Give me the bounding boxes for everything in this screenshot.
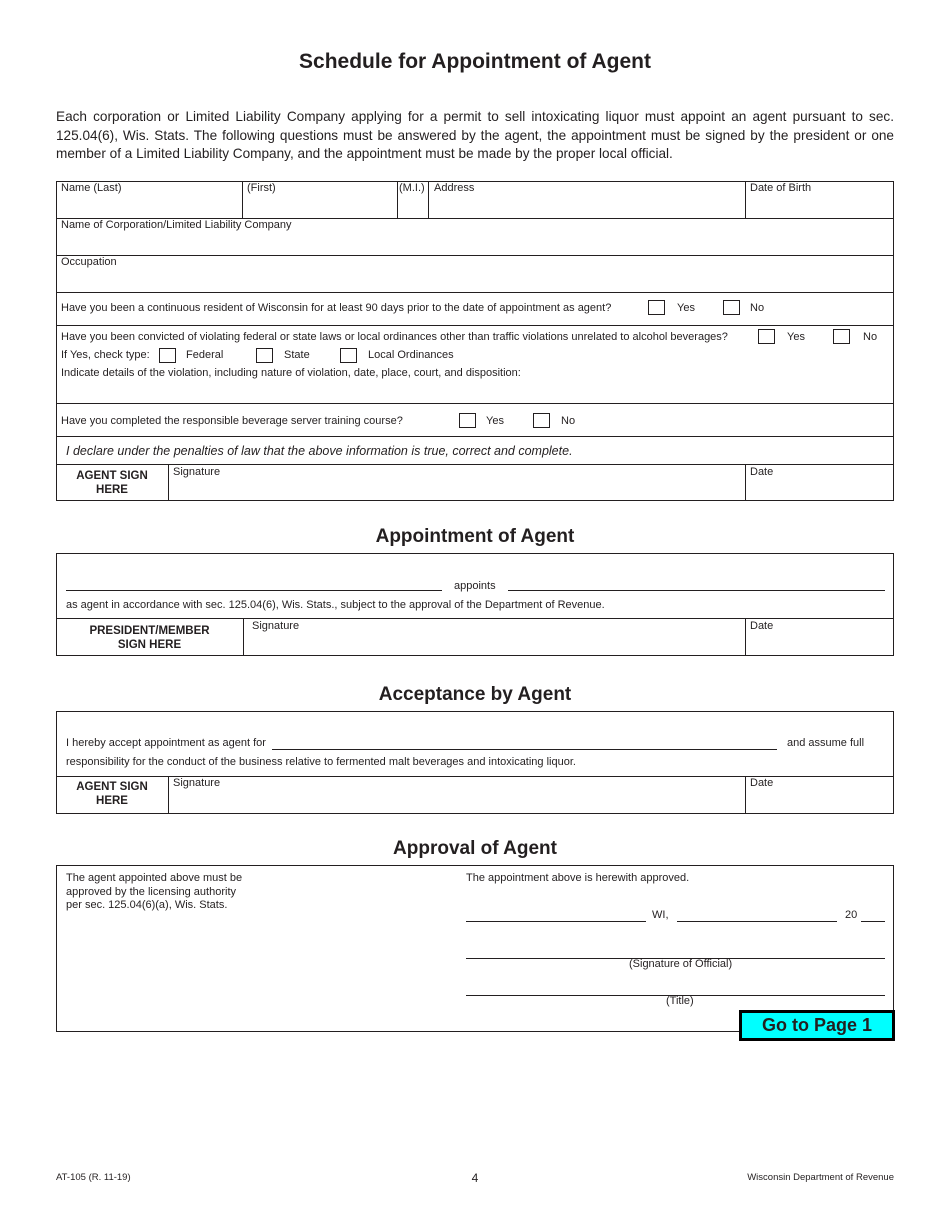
agent-sign-here-label: AGENT SIGN HERE [76, 470, 148, 496]
training-no-checkbox[interactable] [533, 413, 550, 428]
violation-details-field[interactable]: Indicate details of the violation, including nature of violation, date, place, court, and disposition: [61, 367, 521, 379]
training-yes-label: Yes [486, 415, 504, 427]
acceptance-agent-sign-here-label: AGENT SIGN HERE [76, 781, 148, 807]
agent-signature-field[interactable]: Signature [173, 466, 221, 478]
federal-checkbox[interactable] [159, 348, 176, 363]
wi-label: WI, [652, 909, 669, 921]
year-label: 20 [845, 909, 858, 921]
page-number: 4 [471, 1171, 479, 1185]
approval-note: The agent appointed above must be approved by the licensing authority per sec. 125.04(6)(a), Wis. Stats. [66, 872, 243, 911]
local-ordinances-checkbox[interactable] [340, 348, 357, 363]
name-last-field[interactable]: Name (Last) [61, 182, 122, 194]
resident-no-checkbox[interactable] [723, 300, 740, 315]
date-of-birth-field[interactable]: Date of Birth [750, 182, 812, 194]
address-field[interactable]: Address [434, 182, 475, 194]
federal-label: Federal [186, 349, 224, 361]
approved-text: The appointment above is herewith approved. [466, 872, 690, 884]
acceptance-signature-field[interactable]: Signature [173, 777, 221, 789]
signature-of-official-label: (Signature of Official) [629, 958, 733, 970]
agent-date-field[interactable]: Date [750, 466, 774, 478]
resident-question: Have you been a continuous resident of Wisconsin for at least 90 days prior to the date of appointment as agent? [61, 302, 612, 314]
convicted-no-checkbox[interactable] [833, 329, 850, 344]
resident-yes-checkbox[interactable] [648, 300, 665, 315]
year-line[interactable] [861, 921, 885, 922]
declaration-text: I declare under the penalties of law that the above information is true, correct and complete. [66, 444, 573, 458]
if-yes-label: If Yes, check type: [61, 349, 150, 361]
approval-date-line[interactable] [677, 921, 837, 922]
approval-heading: Approval of Agent [393, 838, 557, 859]
president-sign-here-label: PRESIDENT/MEMBER SIGN HERE [89, 625, 210, 651]
president-date-field[interactable]: Date [750, 620, 774, 632]
business-name-line[interactable] [272, 749, 777, 750]
appoints-label: appoints [454, 580, 496, 592]
title-label: (Title) [666, 995, 694, 1007]
training-yes-checkbox[interactable] [459, 413, 476, 428]
resident-yes-label: Yes [677, 302, 695, 314]
middle-initial-field[interactable]: (M.I.) [399, 182, 425, 194]
appointing-entity-line[interactable] [66, 590, 442, 591]
resident-no-label: No [750, 302, 765, 314]
corporation-name-field[interactable]: Name of Corporation/Limited Liability Company [61, 219, 292, 231]
intro-paragraph: Each corporation or Limited Liability Company applying for a permit to sell intoxicating liquor must appoint an agent pursuant to sec. 125.04(6), Wis. Stats. The following questions must be answered by the agent, the appointment must be signed by the president or one member of a Limited Liability Company, and the appointment must be made by the proper local official. [56, 109, 894, 161]
training-question: Have you completed the responsible beverage server training course? [61, 415, 403, 427]
first-name-field[interactable]: (First) [247, 182, 276, 194]
municipality-line[interactable] [466, 921, 646, 922]
form-id: AT-105 (R. 11-19) [56, 1172, 131, 1183]
appointed-agent-line[interactable] [508, 590, 885, 591]
state-label: State [284, 349, 310, 361]
page-title: Schedule for Appointment of Agent [299, 50, 651, 73]
state-checkbox[interactable] [256, 348, 273, 363]
acceptance-text-b: and assume full [787, 737, 865, 749]
local-ordinances-label: Local Ordinances [368, 349, 454, 361]
convicted-yes-label: Yes [787, 331, 805, 343]
convicted-question: Have you been convicted of violating federal or state laws or local ordinances other than traffic violations unrelated to alcohol beverages? [61, 331, 728, 343]
acceptance-heading: Acceptance by Agent [378, 684, 572, 705]
appointment-text: as agent in accordance with sec. 125.04(6), Wis. Stats., subject to the approval of the Department of Revenue. [66, 599, 605, 611]
acceptance-date-field[interactable]: Date [750, 777, 774, 789]
acceptance-text-c: responsibility for the conduct of the business relative to fermented malt beverages and intoxicating liquor. [66, 756, 576, 768]
convicted-yes-checkbox[interactable] [758, 329, 775, 344]
training-no-label: No [561, 415, 576, 427]
go-to-page-1-button[interactable]: Go to Page 1 [739, 1010, 895, 1041]
convicted-no-label: No [863, 331, 878, 343]
appointment-heading: Appointment of Agent [375, 526, 575, 547]
department-name: Wisconsin Department of Revenue [747, 1172, 894, 1183]
acceptance-text-a: I hereby accept appointment as agent for [66, 737, 266, 749]
president-signature-field[interactable]: Signature [252, 620, 300, 632]
occupation-field[interactable]: Occupation [61, 256, 117, 268]
